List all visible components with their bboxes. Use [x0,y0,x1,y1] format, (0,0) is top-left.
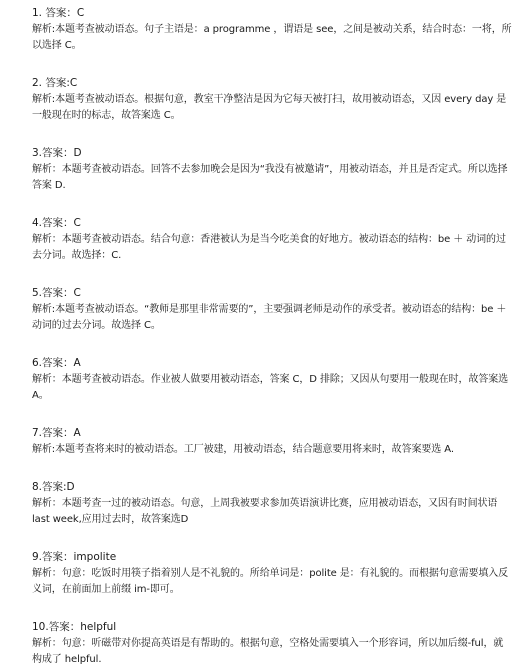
answer-explanation: 解析:本题考查被动语态。根据句意，教室干净整洁是因为它每天被打扫，故用被动语态，又因 every day 是一般现在时的标志，故答案选 C。 [32,94,507,121]
answer-explanation: 解析：句意：听磁带对你提高英语是有帮助的。根据句意，空格处需要填入一个形容词，所以加后缀-ful，就构成了 helpful. [32,638,504,665]
answer-label: 1. 答案：C [32,7,85,19]
answer-explanation: 解析：本题考查被动语态。回答不去参加晚会是因为“我没有被邀请”，用被动语态，并且是否定式。所以选择答案 D. [32,164,508,191]
answer-item-3 [32,146,512,194]
answer-item-8 [32,480,512,528]
answer-explanation: 解析:本题考查被动语态。句子主语是：a programme ，谓语是 see，之间是被动关系，结合时态：一将，所以选择 C。 [32,24,512,51]
answer-explanation: 解析:本题考查被动语态。“教师是那里非常需要的”，主要强调老师是动作的承受者。被动语态的结构：be ＋ 动词的过去分词。故选择 C。 [32,304,507,331]
answer-label: 2. 答案:C [32,77,78,89]
answer-item-1 [32,6,512,54]
answer-label: 8.答案:D [32,481,75,493]
answer-item-2 [32,76,512,124]
answer-item-9 [32,550,512,598]
answer-label: 10.答案：helpful [32,621,117,633]
answer-item-7 [32,426,512,458]
answer-explanation: 解析：本题考查被动语态。结合句意：香港被认为是当今吃美食的好地方。被动语态的结构：be ＋ 动词的过去分词。故选择：C. [32,234,506,261]
answer-item-6 [32,356,512,404]
answer-item-10 [32,620,512,668]
answer-label: 6.答案：A [32,357,81,369]
answer-item-5 [32,286,512,334]
answer-explanation: 解析：句意：吃饭时用筷子指着别人是不礼貌的。所给单词是：polite 是：有礼貌的。而根据句意需要填入反义词，在前面加上前缀 im-即可。 [32,568,509,595]
answer-item-4 [32,216,512,264]
answer-explanation: 解析：本题考查被动语态。作业被人做要用被动语态，答案 C，D 排除；又因从句要用一般现在时，故答案选 A。 [32,374,509,401]
answer-label: 9.答案：impolite [32,551,117,563]
answer-label: 4.答案：C [32,217,81,229]
answer-explanation: 解析:本题考查将来时的被动语态。工厂被建，用被动语态，结合题意要用将来时，故答案要选 A. [32,444,454,455]
answer-explanation: 解析：本题考查一过的被动语态。句意，上周我被要求参加英语演讲比赛，应用被动语态，又因有时间状语 last week,应用过去时，故答案选D [32,498,498,525]
answer-label: 3.答案：D [32,147,82,159]
answer-label: 5.答案：C [32,287,81,299]
answer-label: 7.答案：A [32,427,81,439]
